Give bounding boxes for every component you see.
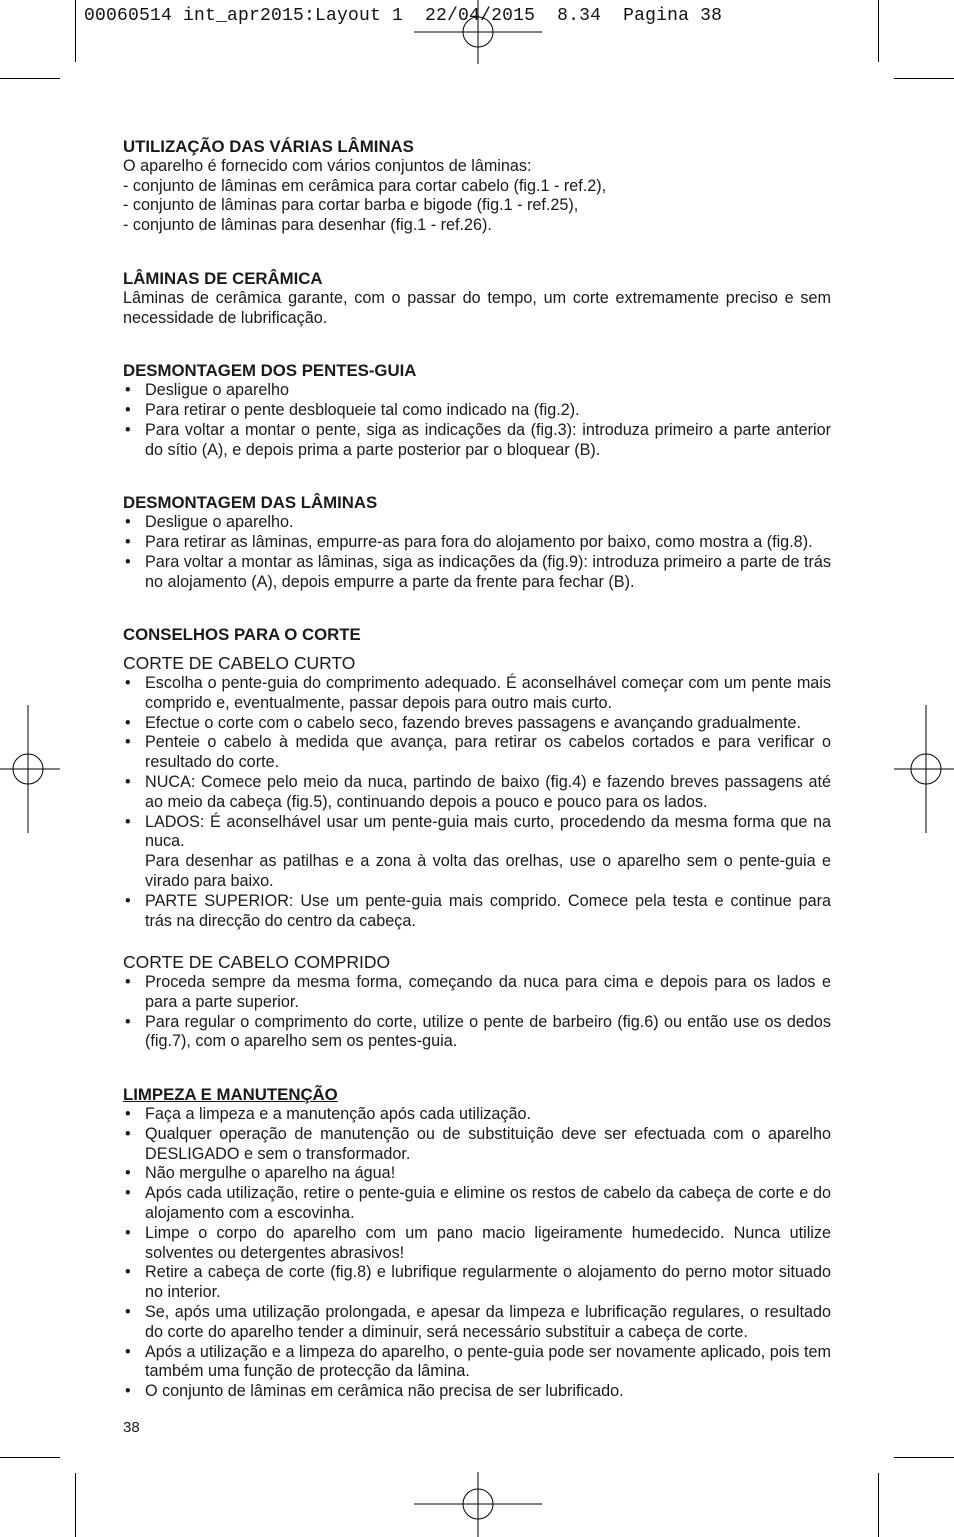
crop-mark-bottom-right-v (878, 1473, 879, 1537)
page-number: 38 (123, 1419, 140, 1436)
registration-mark-right (894, 705, 954, 833)
crop-mark-top-left-h (0, 78, 60, 79)
list-item-continuation: Para desenhar as patilhas e a zona à volta das orelhas, use o aparelho sem o pente-guia e virado para baixo. (145, 852, 831, 890)
text-line: - conjunto de lâminas para desenhar (fig.1 - ref.26). (123, 216, 492, 235)
text-line: - conjunto de lâminas em cerâmica para cortar cabelo (fig.1 - ref.2), (123, 176, 607, 195)
bullet-list (123, 973, 831, 1052)
list-item: • PARTE SUPERIOR: Use um pente-guia mais comprido. Comece pela testa e continue para trás na direcção do centro da cabeça. (123, 892, 831, 932)
text-line: O aparelho é fornecido com vários conjuntos de lâminas: (123, 156, 532, 175)
list-item (123, 813, 831, 892)
crop-mark-bottom-left-v (75, 1473, 76, 1537)
crop-mark-bottom-left-h (0, 1457, 60, 1458)
registration-mark-top (414, 0, 542, 64)
subsection-title-long: CORTE DE CABELO COMPRIDO (123, 952, 391, 973)
crop-mark-bottom-right-h (894, 1457, 954, 1458)
bullet-list (123, 1105, 831, 1402)
list-item: • Proceda sempre da mesma forma, começando da nuca para cima e depois para os lados e para a parte superior. (123, 973, 831, 1013)
crop-mark-top-right-h (894, 78, 954, 79)
list-item: • Para retirar o pente desbloqueie tal como indicado na (fig.2). (123, 401, 831, 421)
list-item: • Para retirar as lâminas, empurre-as para fora do alojamento por baixo, como mostra a (fig.8). (123, 533, 831, 553)
list-item: • Penteie o cabelo à medida que avança, para retirar os cabelos cortados e para verificar o resultado do corte. (123, 733, 831, 773)
list-item: • Efectue o corte com o cabelo seco, fazendo breves passagens e avançando gradualmente. (123, 714, 831, 734)
section-title-tips: CONSELHOS PARA O CORTE (123, 625, 361, 645)
list-item: • Para voltar a montar as lâminas, siga as indicações da (fig.9): introduza primeiro a parte de trás no alojamento (A), depois empurre a parte da frente para fechar (B). (123, 553, 831, 593)
list-item: • Para voltar a montar o pente, siga as indicações da (fig.3): introduza primeiro a parte anterior do sítio (A), e depois prima a parte posterior par o bloquear (B). (123, 421, 831, 461)
section-title-blades: UTILIZAÇÃO DAS VÁRIAS LÂMINAS (123, 137, 414, 156)
paragraph: Lâminas de cerâmica garante, com o passar do tempo, um corte extremamente preciso e sem necessidade de lubrificação. (123, 288, 831, 327)
list-item: • O conjunto de lâminas em cerâmica não precisa de ser lubrificado. (123, 1382, 831, 1402)
section-title-blade-removal: DESMONTAGEM DAS LÂMINAS (123, 493, 378, 513)
list-item: • Escolha o pente-guia do comprimento adequado. É aconselhável começar com um pente mais comprido e, eventualmente, passar depois para outro mais curto. (123, 674, 831, 714)
subsection-title-short: CORTE DE CABELO CURTO (123, 653, 356, 674)
crop-mark-top-right-v (878, 0, 879, 62)
section-title-cleaning: LIMPEZA E MANUTENÇÃO (123, 1085, 338, 1105)
list-item-text: LADOS: É aconselhável usar um pente-guia mais curto, procedendo da mesma forma que na nuca. (145, 812, 831, 851)
registration-mark-left (0, 705, 60, 833)
page-content (123, 137, 831, 1402)
section-title-ceramic: LÂMINAS DE CERÂMICA (123, 268, 323, 288)
list-item: • Qualquer operação de manutenção ou de substituição deve ser efectuada com o aparelho DESLIGADO e sem o transformador. (123, 1125, 831, 1165)
list-item: • Após cada utilização, retire o pente-guia e elimine os restos de cabelo da cabeça de corte e do alojamento com a escovinha. (123, 1184, 831, 1224)
list-item: • Se, após uma utilização prolongada, e apesar da limpeza e lubrificação regulares, o resultado do corte do aparelho tender a diminuir, será necessário substituir a cabeça de corte. (123, 1303, 831, 1343)
bullet-list (123, 381, 831, 460)
list-item: • Após a utilização e a limpeza do aparelho, o pente-guia pode ser novamente aplicado, pois tem também uma função de protecção da lâmina. (123, 1343, 831, 1383)
bullet-list (123, 513, 831, 592)
registration-mark-bottom (414, 1472, 542, 1537)
list-item: • Limpe o corpo do aparelho com um pano macio ligeiramente humedecido. Nunca utilize solventes ou detergentes abrasivos! (123, 1224, 831, 1264)
list-item: • Para regular o comprimento do corte, utilize o pente de barbeiro (fig.6) ou então use os dedos (fig.7), com o aparelho sem os pentes-guia. (123, 1013, 831, 1053)
list-item: • NUCA: Comece pelo meio da nuca, partindo de baixo (fig.4) e fazendo breves passagens até ao meio da cabeça (fig.5), continuando depois a pouco e pouco para os lados. (123, 773, 831, 813)
print-slug: 00060514 int_apr2015:Layout 1 22/04/2015 8.34 Pagina 38 (84, 6, 723, 26)
list-item: • Retire a cabeça de corte (fig.8) e lubrifique regularmente o alojamento do perno motor situado no interior. (123, 1263, 831, 1303)
bullet-list (123, 674, 831, 931)
section-title-combs: DESMONTAGEM DOS PENTES-GUIA (123, 361, 417, 381)
list-item: • Não mergulhe o aparelho na água! (123, 1164, 831, 1184)
crop-mark-top-left-v (75, 0, 76, 62)
list-item: • Faça a limpeza e a manutenção após cada utilização. (123, 1105, 831, 1125)
text-line: - conjunto de lâminas para cortar barba e bigode (fig.1 - ref.25), (123, 196, 579, 215)
list-item: • Desligue o aparelho (123, 381, 831, 401)
list-item: • Desligue o aparelho. (123, 513, 831, 533)
